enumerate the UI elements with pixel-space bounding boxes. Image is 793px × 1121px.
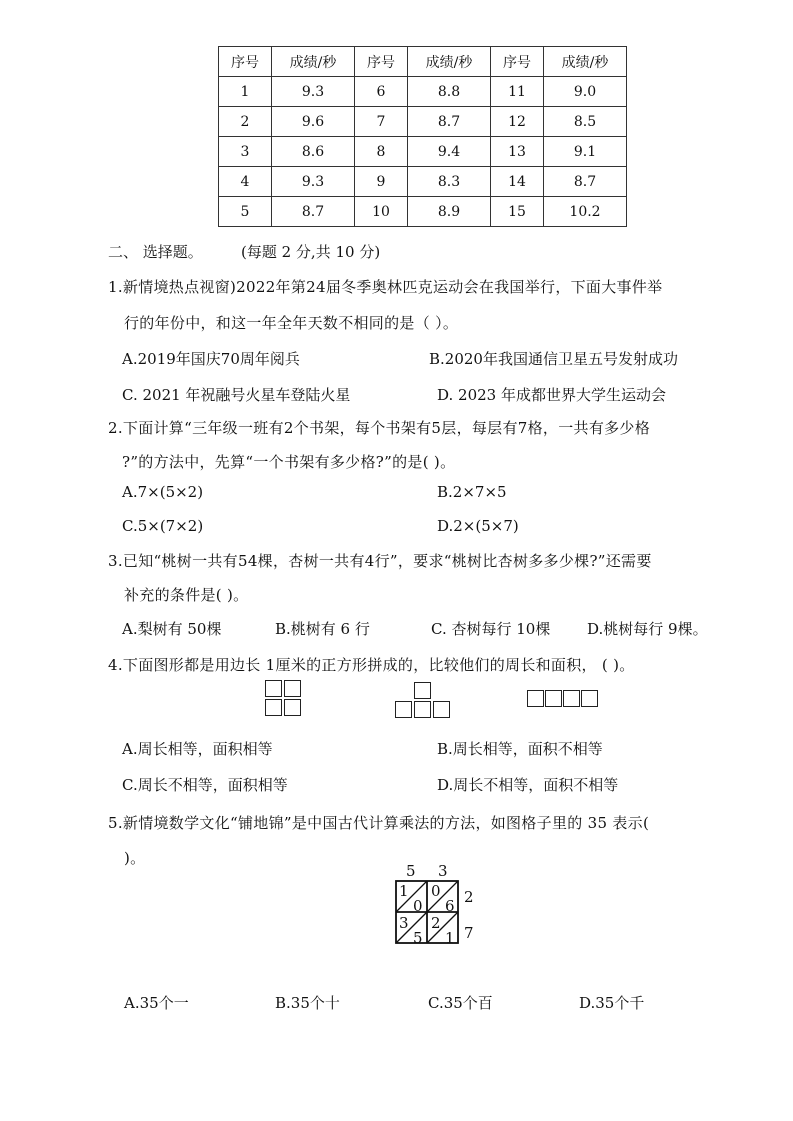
lattice-cell-digit: 6 [445, 897, 455, 915]
table-cell: 14 [491, 167, 544, 197]
table-cell: 1 [219, 77, 272, 107]
table-cell: 8.7 [272, 197, 355, 227]
question-5-option-d[interactable]: D.35个千 [579, 994, 645, 1012]
lattice-top-digit: 5 [406, 862, 416, 880]
question-5-option-a[interactable]: A.35个一 [124, 994, 189, 1012]
question-5-line-2: )。 [124, 849, 146, 867]
table-cell: 9.3 [272, 77, 355, 107]
table-cell: 7 [355, 107, 408, 137]
lattice-top-digit: 3 [438, 862, 448, 880]
table-cell: 9.3 [272, 167, 355, 197]
section-note: (每题 2 分,共 10 分) [241, 243, 381, 261]
table-cell: 6 [355, 77, 408, 107]
score-table [218, 46, 627, 227]
question-3-option-c[interactable]: C. 杏树每行 10棵 [431, 620, 551, 638]
table-cell: 3 [219, 137, 272, 167]
table-row [219, 137, 627, 167]
lattice-cell-digit: 0 [431, 882, 441, 900]
question-4-option-c[interactable]: C.周长不相等，面积相等 [122, 776, 288, 794]
table-cell: 13 [491, 137, 544, 167]
question-1-option-c[interactable]: C. 2021 年祝融号火星车登陆火星 [122, 386, 351, 404]
question-4-line-1: 4.下面图形都是用边长 1厘米的正方形拼成的，比较他们的周长和面积， ( )。 [108, 656, 635, 674]
table-cell: 12 [491, 107, 544, 137]
lattice-cell-digit: 3 [399, 914, 409, 932]
table-cell: 5 [219, 197, 272, 227]
question-2-line-1: 2.下面计算“三年级一班有2个书架，每个书架有5层，每层有7格，一共有多少格 [108, 419, 651, 437]
table-cell: 10 [355, 197, 408, 227]
table-cell: 15 [491, 197, 544, 227]
header-cell: 成绩/秒 [272, 47, 355, 77]
square-figure-2x2 [265, 680, 303, 718]
lattice-cell-digit: 2 [431, 914, 441, 932]
table-cell: 9.0 [544, 77, 627, 107]
question-3-option-b[interactable]: B.桃树有 6 行 [275, 620, 370, 638]
question-2-option-c[interactable]: C.5×(7×2) [122, 517, 204, 535]
header-cell: 序号 [491, 47, 544, 77]
question-2-option-b[interactable]: B.2×7×5 [437, 483, 507, 501]
table-cell: 8.9 [408, 197, 491, 227]
section-title: 二、 选择题。 [108, 243, 203, 261]
question-1-line-1: 1.新情境热点视窗)2022年第24届冬季奥林匹克运动会在我国举行，下面大事件举 [108, 278, 663, 296]
header-cell: 序号 [355, 47, 408, 77]
question-1-option-b[interactable]: B.2020年我国通信卫星五号发射成功 [429, 350, 678, 368]
question-5-option-b[interactable]: B.35个十 [275, 994, 340, 1012]
question-2-option-a[interactable]: A.7×(5×2) [122, 483, 204, 501]
table-cell: 10.2 [544, 197, 627, 227]
question-3-option-a[interactable]: A.梨树有 50棵 [122, 620, 222, 638]
question-5-line-1: 5.新情境数学文化“铺地锦”是中国古代计算乘法的方法，如图格子里的 35 表示( [108, 814, 650, 832]
header-cell: 序号 [219, 47, 272, 77]
question-4-option-a[interactable]: A.周长相等，面积相等 [122, 740, 273, 758]
question-3-line-2: 补充的条件是( )。 [124, 586, 249, 604]
table-cell: 9.1 [544, 137, 627, 167]
lattice-cell-digit: 1 [445, 929, 455, 947]
question-2-line-2: ?”的方法中，先算“一个书架有多少格?”的是( )。 [122, 453, 456, 471]
lattice-right-digit: 7 [464, 924, 474, 942]
question-1-line-2: 行的年份中，和这一年全年天数不相同的是（ ）。 [124, 314, 459, 332]
question-3-line-1: 3.已知“桃树一共有54棵，杏树一共有4行”，要求“桃树比杏树多多少棵?”还需要 [108, 552, 652, 570]
lattice-cell-digit: 5 [413, 929, 423, 947]
table-cell: 8.8 [408, 77, 491, 107]
table-row [219, 77, 627, 107]
question-4-option-d[interactable]: D.周长不相等，面积不相等 [437, 776, 619, 794]
table-cell: 9.4 [408, 137, 491, 167]
table-row [219, 107, 627, 137]
square-figure-1x4 [527, 690, 601, 709]
table-row [219, 197, 627, 227]
question-1-option-a[interactable]: A.2019年国庆70周年阅兵 [122, 350, 300, 368]
square-figure-t-shape [395, 682, 451, 720]
table-cell: 8.7 [544, 167, 627, 197]
table-cell: 8.5 [544, 107, 627, 137]
table-cell: 8.6 [272, 137, 355, 167]
table-cell: 11 [491, 77, 544, 107]
table-cell: 8 [355, 137, 408, 167]
question-1-option-d[interactable]: D. 2023 年成都世界大学生运动会 [437, 386, 666, 404]
lattice-right-digit: 2 [464, 888, 474, 906]
table-cell: 2 [219, 107, 272, 137]
table-header-row [219, 47, 627, 77]
lattice-cell-digit: 1 [399, 882, 409, 900]
question-4-option-b[interactable]: B.周长相等，面积不相等 [437, 740, 603, 758]
table-row [219, 167, 627, 197]
table-cell: 8.3 [408, 167, 491, 197]
header-cell: 成绩/秒 [408, 47, 491, 77]
table-cell: 9 [355, 167, 408, 197]
table-cell: 8.7 [408, 107, 491, 137]
table-cell: 9.6 [272, 107, 355, 137]
header-cell: 成绩/秒 [544, 47, 627, 77]
question-5-option-c[interactable]: C.35个百 [428, 994, 493, 1012]
lattice-cell-digit: 0 [413, 897, 423, 915]
question-2-option-d[interactable]: D.2×(5×7) [437, 517, 519, 535]
table-cell: 4 [219, 167, 272, 197]
question-3-option-d[interactable]: D.桃树每行 9棵。 [587, 620, 708, 638]
